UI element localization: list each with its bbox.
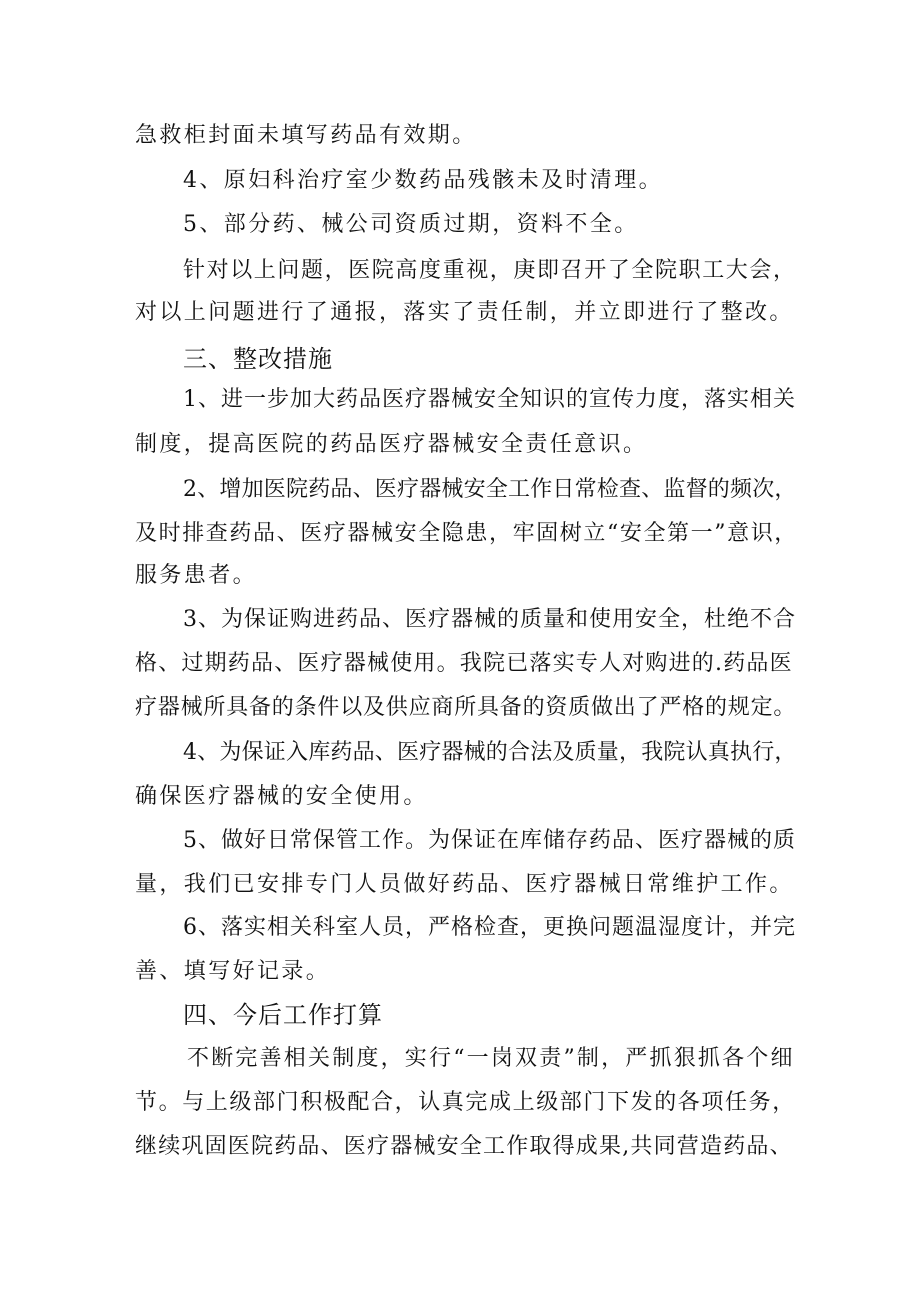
section-heading-4: 四、今后工作打算 xyxy=(183,1001,383,1029)
body-line: 4、原妇科治疗室少数药品残骸未及时清理。 xyxy=(183,168,663,193)
body-line: 制度，提高医院的药品医疗器械安全责任意识。 xyxy=(135,432,648,457)
body-line: 3、为保证购进药品、医疗器械的质量和使用安全，杜绝不合 xyxy=(183,607,796,632)
body-line: 急救柜封面未填写药品有效期。 xyxy=(135,123,477,148)
body-line: 量，我们已安排专门人员做好药品、医疗器械日常维护工作。 xyxy=(135,872,794,897)
body-line: 对以上问题进行了通报，落实了责任制，并立即进行了整改。 xyxy=(135,300,794,325)
body-line: 疗器械所具备的条件以及供应商所具备的资质做出了严格的规定。 xyxy=(135,695,797,720)
body-line: 服务患者。 xyxy=(135,563,258,588)
section-heading-3: 三、整改措施 xyxy=(183,345,333,373)
body-line: 格、过期药品、医疗器械使用。我院已落实专人对购进的.药品医 xyxy=(135,651,793,676)
body-line: 2、增加医院药品、医疗器械安全工作日常检查、监督的频次， xyxy=(183,477,797,502)
body-line: 1、进一步加大药品医疗器械安全知识的宣传力度，落实相关 xyxy=(183,387,796,412)
body-line: 6、落实相关科室人员，严格检查，更换问题温湿度计，并完 xyxy=(183,915,796,940)
body-line: 5、做好日常保管工作。为保证在库储存药品、医疗器械的质 xyxy=(183,828,796,853)
body-line: 4、为保证入库药品、医疗器械的合法及质量，我院认真执行， xyxy=(183,740,797,765)
body-line: 善、填写好记录。 xyxy=(135,959,331,984)
body-line: 节。与上级部门积极配合，认真完成上级部门下发的各项任务， xyxy=(135,1090,796,1115)
body-line: 不断完善相关制度，实行“一岗双责”制，严抓狠抓各个细 xyxy=(187,1046,795,1071)
body-line: 继续巩固医院药品、医疗器械安全工作取得成果,共同营造药品、 xyxy=(135,1134,793,1159)
body-line: 5、部分药、械公司资质过期，资料不全。 xyxy=(183,212,639,237)
body-line: 针对以上问题，医院高度重视，庚即召开了全院职工大会， xyxy=(183,258,797,283)
body-line: 确保医疗器械的安全使用。 xyxy=(135,784,428,809)
body-line: 及时排查药品、医疗器械安全隐患，牢固树立“安全第一”意识， xyxy=(135,521,798,546)
